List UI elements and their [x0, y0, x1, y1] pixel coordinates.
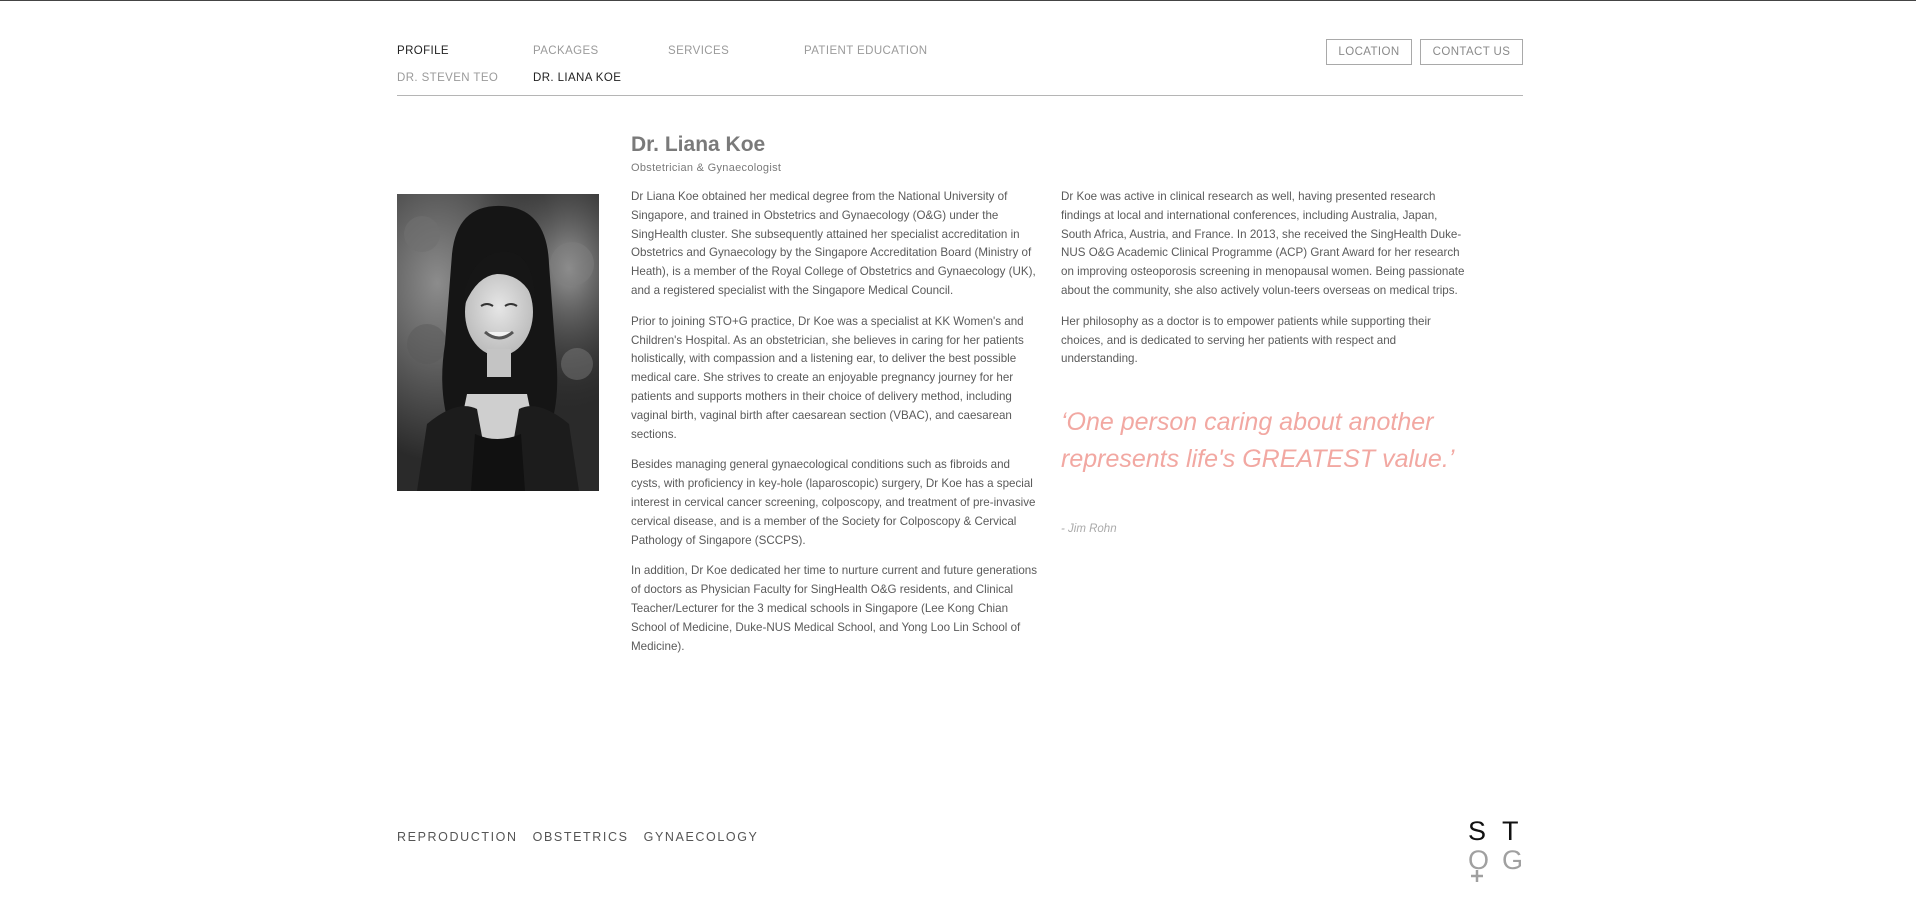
pull-quote: ‘One person caring about another represents life's GREATEST value.’ — [1061, 408, 1455, 473]
logo-letter-s: S — [1468, 816, 1487, 846]
nav-patient-education[interactable]: PATIENT EDUCATION — [804, 45, 928, 57]
logo-letter-t: T — [1502, 816, 1519, 846]
bio-paragraph: Besides managing general gynaecological conditions such as fibroids and cysts, with proficiency in key-hole (laparoscopic) surgery, Dr Koe has a special interest in cervical cancer screening, colposcopy, and treatment of pre-invasive cervical disease, and is a member of the Society for Colposcopy & Cervical Pathology of Singapore (SCCPS). — [631, 458, 1036, 547]
doctor-name: Dr. Liana Koe — [631, 133, 766, 156]
bio-paragraph: In addition, Dr Koe dedicated her time to nurture current and future generations of doctors as Physician Faculty for SingHealth O&G residents, and Clinical Teacher/Lecturer for the 3 medical schools in Singapore (Lee Kong Chian School of Medicine, Duke-NUS Medical School, and Yong Loo Lin School of Medicine). — [631, 564, 1038, 653]
quote-author: - Jim Rohn — [1061, 523, 1117, 535]
footer-link-gynaecology[interactable]: GYNAECOLOGY — [643, 830, 759, 844]
nav-profile[interactable]: PROFILE — [397, 45, 450, 57]
biography-left-column — [631, 188, 1039, 668]
bio-paragraph: Prior to joining STO+G practice, Dr Koe was a specialist at KK Women's and Children's Hospital. As an obstetrician, she believes in caring for her patients holistically, with compassion and a listening ear, to deliver the best possible medical care. She strives to create an enjoyable pregnancy journey for her patients and supports mothers in their choice of delivery method, including vaginal birth, vaginal birth after caesarean section (VBAC), and caesarean sections. — [631, 314, 1024, 441]
nav-packages[interactable]: PACKAGES — [533, 45, 599, 57]
contact-us-button[interactable]: CONTACT US — [1420, 39, 1523, 65]
subnav-dr-liana-koe[interactable]: DR. LIANA KOE — [533, 72, 622, 84]
stog-logo[interactable] — [1466, 816, 1524, 884]
subnav-dr-steven-teo[interactable]: DR. STEVEN TEO — [397, 72, 499, 84]
bio-paragraph: Dr Koe was active in clinical research as well, having presented research findings at local and international conferences, including Australia, Japan, South Africa, Austria, and France. In 2013, she received the SingHealth Duke-NUS O&G Academic Clinical Programme (ACP) Grant Award for her research on improving osteoporosis screening in menopausal women. Being passionate about the community, she also actively volun-teers overseas on medical trips. — [1061, 190, 1465, 297]
bio-paragraph: Her philosophy as a doctor is to empower patients while supporting their choices, and is dedicated to serving her patients with respect and understanding. — [1061, 314, 1431, 366]
nav-divider — [397, 95, 1523, 96]
bio-paragraph: Dr Liana Koe obtained her medical degree from the National University of Singapore, and trained in Obstetrics and Gynaecology (O&G) under the SingHealth cluster. She subsequently attained her specialist accreditation in Obstetrics and Gynaecology by the Singapore Accreditation Board (Ministry of Heath), is a member of the Royal College of Obstetrics and Gynaecology (UK), and a registered specialist with the Singapore Medical Council. — [631, 190, 1036, 297]
top-border — [0, 0, 1916, 1]
nav-services[interactable]: SERVICES — [668, 45, 730, 57]
doctor-title: Obstetrician & Gynaecologist — [631, 162, 782, 174]
location-button[interactable]: LOCATION — [1326, 39, 1412, 65]
footer-link-reproduction[interactable]: REPRODUCTION — [397, 830, 518, 844]
biography-right-column — [1061, 188, 1467, 381]
doctor-portrait-photo — [397, 194, 599, 491]
footer-links — [397, 830, 768, 844]
footer-link-obstetrics[interactable]: OBSTETRICS — [532, 830, 629, 844]
logo-letter-g: G — [1502, 845, 1524, 875]
logo-letter-o: O — [1468, 845, 1490, 875]
